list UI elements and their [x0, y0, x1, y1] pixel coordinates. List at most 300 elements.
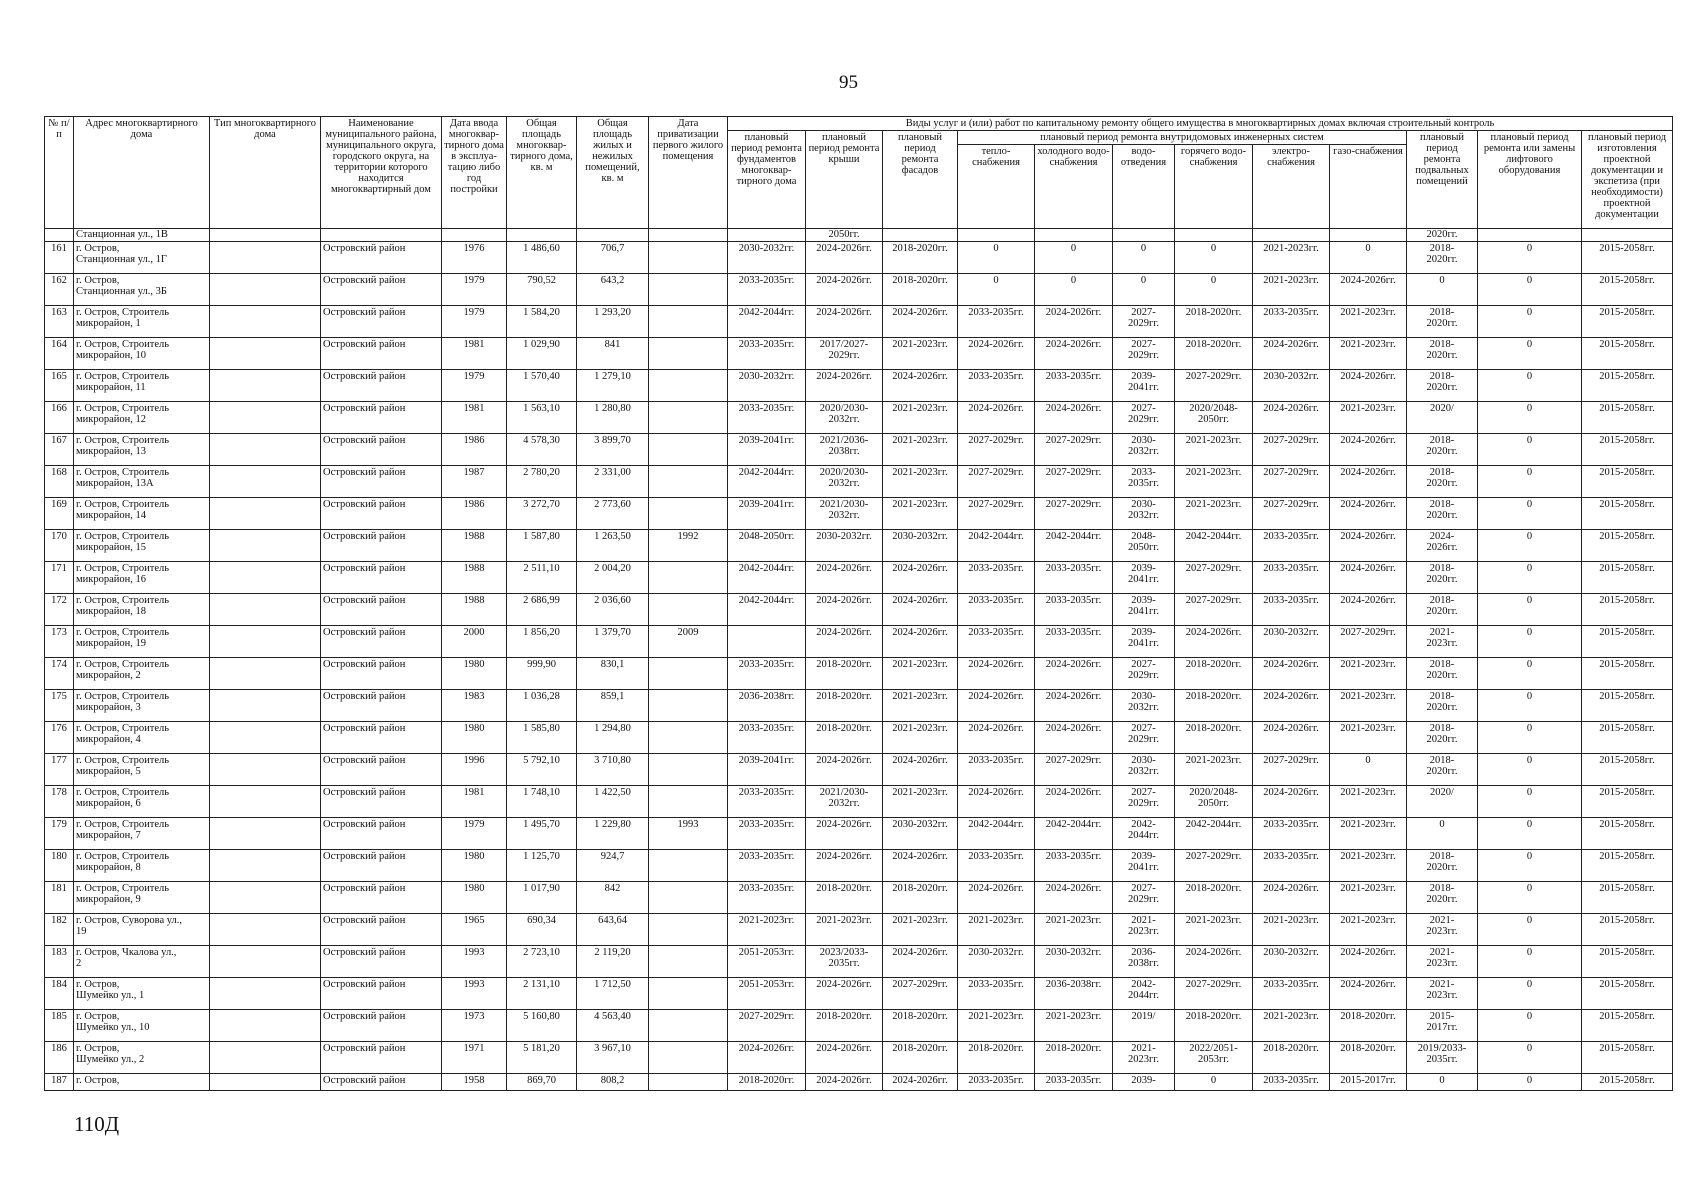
hot-water-period: 2021-2023гг.	[1175, 914, 1253, 946]
basement-period	[1407, 850, 1478, 882]
basement-period-line-2: 2035гг.	[1426, 1054, 1458, 1065]
header-elevator: плановый период ремонта или замены лифтового оборудования	[1478, 131, 1582, 229]
basement-period-line-1: 0	[1439, 1075, 1445, 1086]
row-number: 185	[45, 1010, 74, 1042]
address-line-1: г. Остров,	[76, 275, 120, 286]
gas-period: 2024-2026гг.	[1330, 370, 1407, 402]
address-cell	[74, 882, 210, 914]
roof-period: 2018-2020гг.	[806, 658, 883, 690]
foundation-period: 2018-2020гг.	[728, 1074, 806, 1091]
address-cell	[74, 242, 210, 274]
cold-water-period: 2033-2035гг.	[1035, 370, 1113, 402]
privatization-date	[649, 434, 728, 466]
roof-period: 2021/2030-2032гг.	[806, 786, 883, 818]
district: Островский район	[321, 946, 442, 978]
heating-period: 2033-2035гг.	[958, 306, 1035, 338]
address-line-1: г. Остров,	[76, 1075, 120, 1086]
commission-year: 1988	[442, 594, 507, 626]
sewer-period-line-1: 2030-	[1131, 755, 1156, 766]
house-type	[210, 946, 321, 978]
basement-period-line-2: 2026гг.	[1426, 542, 1458, 553]
address-line-1: г. Остров, Строитель	[76, 851, 170, 862]
sewer-period	[1113, 1042, 1175, 1074]
roof-period: 2024-2026гг.	[806, 850, 883, 882]
sewer-period-line-1: 2027-	[1131, 883, 1156, 894]
cold-water-period: 0	[1035, 274, 1113, 306]
cold-water-period: 2024-2026гг.	[1035, 338, 1113, 370]
continuation-address: Станционная ул., 1В	[74, 229, 210, 242]
basement-period-line-2: 2020гг.	[1426, 510, 1458, 521]
sewer-period	[1113, 754, 1175, 786]
sewer-period-line-2: 2029гг.	[1127, 350, 1160, 361]
design-period: 2015-2058гг.	[1582, 1010, 1673, 1042]
facade-period: 2021-2023гг.	[883, 722, 958, 754]
heating-period: 2024-2026гг.	[958, 658, 1035, 690]
commission-year: 1981	[442, 402, 507, 434]
roof-period: 2018-2020гг.	[806, 722, 883, 754]
address-cell	[74, 306, 210, 338]
roof-period: 2024-2026гг.	[806, 594, 883, 626]
address-cell	[74, 818, 210, 850]
address-line-1: г. Остров, Строитель	[76, 627, 170, 638]
gas-period: 2021-2023гг.	[1330, 306, 1407, 338]
house-type	[210, 530, 321, 562]
facade-period: 2021-2023гг.	[883, 786, 958, 818]
basement-period	[1407, 402, 1478, 434]
electric-period: 2021-2023гг.	[1253, 274, 1330, 306]
gas-period: 0	[1330, 754, 1407, 786]
address-line-2: микрорайон, 13	[76, 446, 147, 457]
row-number: 174	[45, 658, 74, 690]
address-line-1: г. Остров, Строитель	[76, 755, 170, 766]
basement-period	[1407, 882, 1478, 914]
basement-period-line-1: 2019/2033-	[1417, 1043, 1467, 1054]
design-period: 2015-2058гг.	[1582, 1074, 1673, 1091]
gas-period: 2021-2023гг.	[1330, 882, 1407, 914]
hot-water-period: 0	[1175, 1074, 1253, 1091]
address-cell	[74, 978, 210, 1010]
facade-period: 2018-2020гг.	[883, 882, 958, 914]
district: Островский район	[321, 466, 442, 498]
house-type	[210, 850, 321, 882]
foundation-period: 2042-2044гг.	[728, 594, 806, 626]
facade-period: 2018-2020гг.	[883, 242, 958, 274]
address-line-1: г. Остров, Строитель	[76, 371, 170, 382]
elevator-period: 0	[1478, 914, 1582, 946]
design-period: 2015-2058гг.	[1582, 978, 1673, 1010]
table-row	[45, 882, 1673, 914]
premises-area: 1 294,80	[577, 722, 649, 754]
basement-period	[1407, 1074, 1478, 1091]
gas-period: 2021-2023гг.	[1330, 818, 1407, 850]
table-row	[45, 818, 1673, 850]
row-number: 167	[45, 434, 74, 466]
cold-water-period: 2042-2044гг.	[1035, 530, 1113, 562]
row-number: 164	[45, 338, 74, 370]
foundation-period: 2039-2041гг.	[728, 434, 806, 466]
sewer-period-line-1: 2021-	[1131, 915, 1156, 926]
gas-period: 2024-2026гг.	[1330, 274, 1407, 306]
basement-period-line-1: 2021-	[1429, 627, 1455, 638]
commission-year: 1965	[442, 914, 507, 946]
design-period: 2015-2058гг.	[1582, 722, 1673, 754]
sewer-period-line-1: 2042-	[1131, 979, 1156, 990]
row-number: 187	[45, 1074, 74, 1091]
row-number: 161	[45, 242, 74, 274]
basement-period-line-1: 2018-	[1429, 851, 1455, 862]
total-area: 1 570,40	[507, 370, 577, 402]
basement-period-line-2: 2023гг.	[1426, 638, 1458, 649]
gas-period: 2024-2026гг.	[1330, 498, 1407, 530]
gas-period: 2018-2020гг.	[1330, 1042, 1407, 1074]
sewer-period-line-1: 2039-	[1131, 563, 1156, 574]
house-type	[210, 1010, 321, 1042]
sewer-period	[1113, 882, 1175, 914]
basement-period	[1407, 466, 1478, 498]
basement-period	[1407, 1010, 1478, 1042]
design-period: 2015-2058гг.	[1582, 690, 1673, 722]
gas-period: 2021-2023гг.	[1330, 914, 1407, 946]
address-line-2: микрорайон, 10	[76, 350, 147, 361]
basement-period-line-2: 2023гг.	[1426, 958, 1458, 969]
sewer-period-line-1: 2039-	[1131, 371, 1156, 382]
roof-period: 2024-2026гг.	[806, 1074, 883, 1091]
total-area: 1 587,80	[507, 530, 577, 562]
address-line-1: г. Остров, Строитель	[76, 819, 170, 830]
foundation-period: 2033-2035гг.	[728, 274, 806, 306]
house-type	[210, 978, 321, 1010]
sewer-period	[1113, 626, 1175, 658]
basement-period	[1407, 914, 1478, 946]
sewer-period-line-1: 2048-	[1131, 531, 1156, 542]
total-area: 690,34	[507, 914, 577, 946]
elevator-period: 0	[1478, 434, 1582, 466]
sewer-period	[1113, 786, 1175, 818]
privatization-date	[649, 1010, 728, 1042]
facade-period: 2018-2020гг.	[883, 1042, 958, 1074]
heating-period: 2027-2029гг.	[958, 434, 1035, 466]
sewer-period	[1113, 690, 1175, 722]
facade-period: 2030-2032гг.	[883, 530, 958, 562]
elevator-period: 0	[1478, 946, 1582, 978]
heating-period: 2027-2029гг.	[958, 498, 1035, 530]
total-area: 1 036,28	[507, 690, 577, 722]
table-row	[45, 658, 1673, 690]
row-number: 168	[45, 466, 74, 498]
foundation-period: 2030-2032гг.	[728, 370, 806, 402]
table-row	[45, 850, 1673, 882]
row-number: 173	[45, 626, 74, 658]
hot-water-period: 2021-2023гг.	[1175, 466, 1253, 498]
address-line-2: микрорайон, 9	[76, 894, 141, 905]
basement-period	[1407, 626, 1478, 658]
basement-period-line-1: 0	[1439, 275, 1445, 286]
total-area: 869,70	[507, 1074, 577, 1091]
sewer-period-line-2: 2041гг.	[1127, 862, 1160, 873]
header-type: Тип многоквартирного дома	[210, 117, 321, 229]
gas-period: 2024-2026гг.	[1330, 562, 1407, 594]
house-type	[210, 466, 321, 498]
address-line-1: г. Остров, Строитель	[76, 339, 170, 350]
address-cell	[74, 914, 210, 946]
address-line-1: г. Остров, Строитель	[76, 659, 170, 670]
foundation-period: 2024-2026гг.	[728, 1042, 806, 1074]
house-type	[210, 626, 321, 658]
elevator-period: 0	[1478, 562, 1582, 594]
heating-period: 2027-2029гг.	[958, 466, 1035, 498]
header-design: плановый период изготовления проектной документации и экспетиза (при необходимости) проектной документации	[1582, 131, 1673, 229]
foundation-period: 2030-2032гг.	[728, 242, 806, 274]
total-area: 1 584,20	[507, 306, 577, 338]
elevator-period: 0	[1478, 1042, 1582, 1074]
address-line-2: микрорайон, 1	[76, 318, 141, 329]
foundation-period: 2033-2035гг.	[728, 850, 806, 882]
facade-period: 2024-2026гг.	[883, 946, 958, 978]
basement-period	[1407, 562, 1478, 594]
electric-period: 2024-2026гг.	[1253, 882, 1330, 914]
hot-water-period: 2018-2020гг.	[1175, 882, 1253, 914]
facade-period: 2021-2023гг.	[883, 338, 958, 370]
design-period: 2015-2058гг.	[1582, 242, 1673, 274]
house-type	[210, 338, 321, 370]
district: Островский район	[321, 850, 442, 882]
table-row	[45, 978, 1673, 1010]
basement-period-line-2: 2023гг.	[1426, 926, 1458, 937]
row-number: 170	[45, 530, 74, 562]
premises-area: 643,2	[577, 274, 649, 306]
basement-period	[1407, 434, 1478, 466]
sewer-period-line-1: 2027-	[1131, 339, 1156, 350]
house-type	[210, 722, 321, 754]
total-area: 4 578,30	[507, 434, 577, 466]
privatization-date	[649, 690, 728, 722]
hot-water-period: 2021-2023гг.	[1175, 754, 1253, 786]
sewer-period-line-2: 2035гг.	[1127, 478, 1160, 489]
gas-period: 2021-2023гг.	[1330, 658, 1407, 690]
address-cell	[74, 562, 210, 594]
address-line-1: г. Остров,	[76, 1011, 120, 1022]
hot-water-period: 2027-2029гг.	[1175, 594, 1253, 626]
foundation-period: 2036-2038гг.	[728, 690, 806, 722]
elevator-period: 0	[1478, 818, 1582, 850]
cold-water-period: 2024-2026гг.	[1035, 722, 1113, 754]
design-period: 2015-2058гг.	[1582, 914, 1673, 946]
commission-year: 1981	[442, 338, 507, 370]
privatization-date	[649, 850, 728, 882]
privatization-date	[649, 946, 728, 978]
commission-year: 2000	[442, 626, 507, 658]
facade-period: 2021-2023гг.	[883, 466, 958, 498]
basement-period-line-1: 2018-	[1429, 243, 1455, 254]
facade-period: 2024-2026гг.	[883, 1074, 958, 1091]
row-number: 169	[45, 498, 74, 530]
address-line-2: микрорайон, 4	[76, 734, 141, 745]
row-number: 175	[45, 690, 74, 722]
commission-year: 1986	[442, 498, 507, 530]
privatization-date	[649, 914, 728, 946]
house-type	[210, 690, 321, 722]
total-area: 1 125,70	[507, 850, 577, 882]
heating-period: 2042-2044гг.	[958, 530, 1035, 562]
facade-period: 2018-2020гг.	[883, 1010, 958, 1042]
gas-period: 0	[1330, 242, 1407, 274]
header-heat: тепло-снабжения	[958, 145, 1035, 229]
total-area: 5 160,80	[507, 1010, 577, 1042]
privatization-date: 2009	[649, 626, 728, 658]
house-type	[210, 498, 321, 530]
roof-period: 2024-2026гг.	[806, 562, 883, 594]
address-cell	[74, 370, 210, 402]
design-period: 2015-2058гг.	[1582, 306, 1673, 338]
header-sewer: водо-отведения	[1113, 145, 1175, 229]
basement-period-line-1: 2018-	[1429, 595, 1455, 606]
address-line-2: 2	[76, 958, 82, 969]
elevator-period: 0	[1478, 402, 1582, 434]
basement-period-line-1: 2018-	[1429, 371, 1455, 382]
basement-period-line-1: 0	[1439, 819, 1445, 830]
hot-water-period: 0	[1175, 274, 1253, 306]
gas-period: 2021-2023гг.	[1330, 402, 1407, 434]
row-number: 179	[45, 818, 74, 850]
gas-period: 2024-2026гг.	[1330, 434, 1407, 466]
gas-period: 2021-2023гг.	[1330, 338, 1407, 370]
row-number: 184	[45, 978, 74, 1010]
elevator-period: 0	[1478, 626, 1582, 658]
heating-period: 2024-2026гг.	[958, 402, 1035, 434]
total-area: 999,90	[507, 658, 577, 690]
electric-period: 2024-2026гг.	[1253, 402, 1330, 434]
electric-period: 2021-2023гг.	[1253, 1010, 1330, 1042]
address-cell	[74, 850, 210, 882]
header-basement: плановый период ремонта подвальных помещений	[1407, 131, 1478, 229]
district: Островский район	[321, 370, 442, 402]
premises-area: 2 036,60	[577, 594, 649, 626]
total-area: 1 748,10	[507, 786, 577, 818]
address-line-2: Шумейко ул., 10	[76, 1022, 150, 1033]
district: Островский район	[321, 594, 442, 626]
basement-period	[1407, 690, 1478, 722]
privatization-date	[649, 338, 728, 370]
cold-water-period: 2027-2029гг.	[1035, 434, 1113, 466]
design-period: 2015-2058гг.	[1582, 1042, 1673, 1074]
hot-water-period: 2027-2029гг.	[1175, 562, 1253, 594]
district: Островский район	[321, 818, 442, 850]
continuation-row	[45, 229, 1673, 242]
house-type	[210, 594, 321, 626]
basement-period-line-1: 2018-	[1429, 499, 1455, 510]
heating-period: 2030-2032гг.	[958, 946, 1035, 978]
design-period: 2015-2058гг.	[1582, 754, 1673, 786]
hot-water-period: 2021-2023гг.	[1175, 498, 1253, 530]
elevator-period: 0	[1478, 850, 1582, 882]
commission-year: 1980	[442, 882, 507, 914]
electric-period: 2027-2029гг.	[1253, 754, 1330, 786]
electric-period: 2024-2026гг.	[1253, 658, 1330, 690]
header-municipality: Наименование муниципального района, муниципального округа, городского округа, на территории которого находится многоквартирный дом	[321, 117, 442, 229]
basement-period-line-2: 2020гг.	[1426, 478, 1458, 489]
foundation-period: 2042-2044гг.	[728, 466, 806, 498]
address-line-1: г. Остров, Строитель	[76, 563, 170, 574]
basement-period-line-2: 2020гг.	[1426, 446, 1458, 457]
electric-period: 2027-2029гг.	[1253, 498, 1330, 530]
address-cell	[74, 530, 210, 562]
row-number: 183	[45, 946, 74, 978]
address-line-2: микрорайон, 6	[76, 798, 141, 809]
cold-water-period: 2036-2038гг.	[1035, 978, 1113, 1010]
address-cell	[74, 1074, 210, 1091]
basement-period-line-1: 2018-	[1429, 563, 1455, 574]
premises-area: 643,64	[577, 914, 649, 946]
address-line-2: микрорайон, 19	[76, 638, 147, 649]
sewer-period-line-1: 2033-	[1131, 467, 1156, 478]
elevator-period: 0	[1478, 306, 1582, 338]
hot-water-period: 2021-2023гг.	[1175, 434, 1253, 466]
address-line-1: г. Остров,	[76, 979, 120, 990]
address-line-2: Станционная ул., 3Б	[76, 286, 167, 297]
house-type	[210, 1042, 321, 1074]
house-type	[210, 818, 321, 850]
district: Островский район	[321, 1042, 442, 1074]
heating-period: 2033-2035гг.	[958, 978, 1035, 1010]
privatization-date	[649, 562, 728, 594]
heating-period: 2024-2026гг.	[958, 690, 1035, 722]
commission-year: 1993	[442, 978, 507, 1010]
commission-year: 1971	[442, 1042, 507, 1074]
sewer-period	[1113, 530, 1175, 562]
basement-period-line-2: 2020гг.	[1426, 606, 1458, 617]
continuation-roof: 2050гг.	[806, 229, 883, 242]
heating-period: 2018-2020гг.	[958, 1042, 1035, 1074]
cold-water-period: 2024-2026гг.	[1035, 658, 1113, 690]
electric-period: 2030-2032гг.	[1253, 370, 1330, 402]
sewer-period-line-2: 2044гг.	[1127, 990, 1160, 1001]
row-number: 166	[45, 402, 74, 434]
total-area: 1 486,60	[507, 242, 577, 274]
basement-period-line-1: 2018-	[1429, 339, 1455, 350]
hot-water-period: 2042-2044гг.	[1175, 530, 1253, 562]
row-number: 182	[45, 914, 74, 946]
row-number: 162	[45, 274, 74, 306]
gas-period: 2021-2023гг.	[1330, 722, 1407, 754]
table-row	[45, 562, 1673, 594]
row-number: 165	[45, 370, 74, 402]
basement-period	[1407, 786, 1478, 818]
privatization-date: 1993	[649, 818, 728, 850]
facade-period: 2018-2020гг.	[883, 274, 958, 306]
heating-period: 2024-2026гг.	[958, 882, 1035, 914]
electric-period: 2033-2035гг.	[1253, 818, 1330, 850]
commission-year: 1988	[442, 562, 507, 594]
electric-period: 2024-2026гг.	[1253, 722, 1330, 754]
hot-water-period: 2022/2051-2053гг.	[1175, 1042, 1253, 1074]
sewer-period-line-2: 2041гг.	[1127, 574, 1160, 585]
sewer-period-line-1: 2042-	[1131, 819, 1156, 830]
electric-period: 2024-2026гг.	[1253, 786, 1330, 818]
elevator-period: 0	[1478, 754, 1582, 786]
roof-period: 2024-2026гг.	[806, 626, 883, 658]
basement-period-line-2: 2020гг.	[1426, 702, 1458, 713]
footer-code: 110Д	[74, 1112, 120, 1136]
cold-water-period: 2033-2035гг.	[1035, 562, 1113, 594]
foundation-period: 2048-2050гг.	[728, 530, 806, 562]
gas-period: 2024-2026гг.	[1330, 530, 1407, 562]
basement-period	[1407, 818, 1478, 850]
sewer-period-line-1: 2027-	[1131, 659, 1156, 670]
sewer-period	[1113, 434, 1175, 466]
roof-period: 2024-2026гг.	[806, 754, 883, 786]
table-row	[45, 786, 1673, 818]
design-period: 2015-2058гг.	[1582, 434, 1673, 466]
